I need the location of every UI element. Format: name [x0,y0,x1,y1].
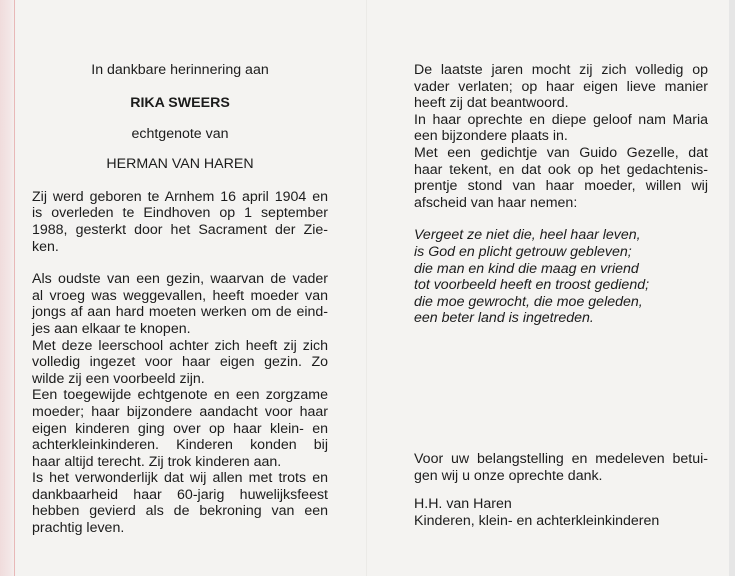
spouse-name: HERMAN VAN HAREN [106,156,254,173]
story-line: haar altijd terecht. Zij trok kinderen aan. [32,453,282,470]
card-left-edge-line [14,0,15,576]
signature [414,496,708,529]
story-paragraph [32,271,328,537]
poem-line: een beter land is ingetreden. [414,310,594,327]
bio-paragraph [32,189,328,255]
closing-line: een bijzondere plaats in. [414,128,568,145]
closing-line: Met een gedichtje van Guido Gezelle, dat [414,144,708,161]
story-line: moeder; haar bijzondere aandacht voor haar [32,403,328,420]
story-line: jongs af aan hard moeten werken om de eind- [32,304,328,321]
bio-line: Zij werd geboren te Arnhem 16 april 1904 en [32,188,328,205]
bio-line: ken. [32,238,59,255]
story-line: eigen kinderen ging over op haar klein- en [32,420,328,437]
deceased-name: RIKA SWEERS [130,95,230,111]
closing-line: afscheid van haar nemen: [414,194,578,211]
thanks-paragraph [414,451,708,484]
story-line: achterkleinkinderen. Kinderen konden bij [32,437,328,454]
story-line: volledig ingezet voor haar eigen gezin. Zo [32,354,328,371]
poem-line: Vergeet ze niet die, heel haar leven, [414,227,641,244]
left-page [32,62,328,537]
story-line: hebben gevierd als de bekroning van een [32,503,328,520]
bio-line: is overleden te Eindhoven op 1 september [32,205,328,222]
story-line: wilde zij een voorbeeld zijn. [32,370,205,387]
story-line: Als oudste van een gezin, waarvan de vader [32,271,328,288]
story-line: prachtig leven. [32,520,125,537]
poem-line: die moe gewrocht, die moe geleden, [414,293,643,310]
closing-paragraph [414,62,708,211]
poem [414,227,708,327]
closing-line: heeft zij dat beantwoord. [414,95,569,112]
closing-line: vader verlaten; op haar eigen lieve manier [414,78,708,95]
story-line: Met deze leerschool achter zich heeft zij zich [32,337,328,354]
spouse-label: echtgenote van [131,125,229,142]
story-line: Een toegewijde echtgenote en een zorgzame [32,387,328,404]
poem-line: is God en plicht getrouw gebleven; [414,243,632,260]
poem-line: tot voorbeeld heeft en troost gediend; [414,277,650,294]
closing-line: haar tekent, en dat ook op het gedachtenis- [414,161,708,178]
thanks-line: gen wij u onze oprechte dank. [414,467,603,484]
signature-line: H.H. van Haren [414,496,512,512]
bio-line: 1988, gesterkt door het Sacrament der Zie- [32,221,328,238]
closing-line: De laatste jaren mocht zij zich volledig op [414,62,708,78]
story-line: dankbaarheid haar 60-jarig huwelijksfeest [32,486,328,503]
poem-line: die man en kind die maag en vriend [414,260,639,277]
story-line: al vroeg was weggevallen, heeft moeder van [32,287,328,304]
card-right-edge [729,0,735,576]
card-fold [366,0,367,576]
story-line: jes aan elkaar te knopen. [32,320,191,337]
signature-line: Kinderen, klein- en achterkleinkinderen [414,512,660,529]
closing-line: prentje stond van haar moeder, willen wij [414,178,708,195]
closing-line: In haar oprechte en diepe geloof nam Maria [414,111,708,128]
right-page [414,62,708,327]
story-line: Is het verwonderlijk dat wij allen met trots en [32,470,328,487]
intro-line: In dankbare herinnering aan [91,62,269,78]
thanks-line: Voor uw belangstelling en medeleven betui- [414,451,708,467]
